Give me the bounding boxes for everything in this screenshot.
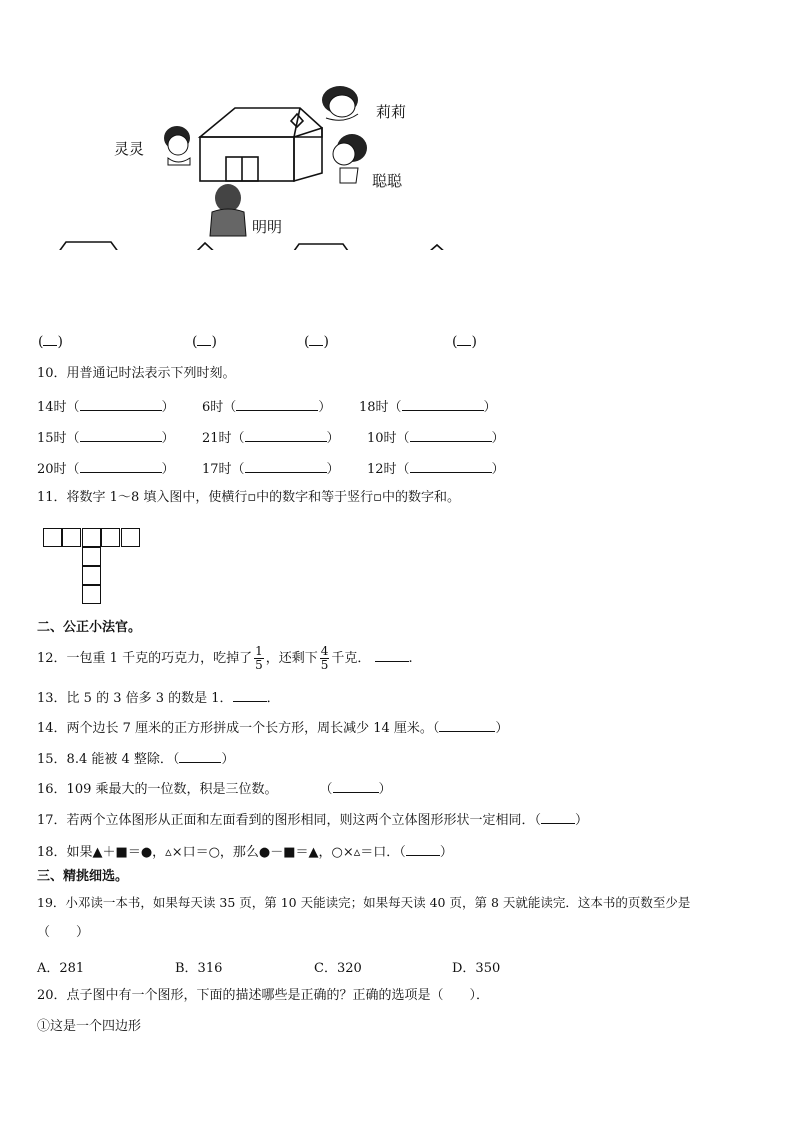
fraction-four-fifths: $\frac{4}{5}$: [320, 644, 329, 672]
answer-blank[interactable]: [179, 749, 221, 763]
grid-cell[interactable]: [121, 528, 140, 547]
answer-blank[interactable]: [80, 428, 162, 442]
house-scene-figure: [0, 0, 794, 250]
grid-cell[interactable]: [101, 528, 120, 547]
view-a-drawing: [47, 242, 130, 250]
q20-prompt: 20．点子图中有一个图形，下面的描述哪些是正确的？正确的选项是（ ）．: [37, 988, 490, 1003]
q10-item: 10时（ ）: [367, 427, 505, 446]
label-lingling: 灵灵: [114, 140, 145, 158]
answer-blank[interactable]: [80, 459, 162, 473]
view-c-drawing: [279, 244, 363, 250]
view-d-drawing: [407, 245, 466, 250]
q11-prompt: 11．将数字 1～8 填入图中，使横行▫中的数字和等于竖行▫中的数字和。: [37, 490, 460, 505]
section-two-title: 二、公正小法官。: [37, 620, 142, 635]
q14: 14．两个边长 7 厘米的正方形拼成一个长方形，周长减少 14 厘米。（ ）: [37, 718, 508, 738]
q19-line2: （ ）: [37, 925, 90, 940]
answer-blank[interactable]: [410, 428, 492, 442]
answer-blank-c[interactable]: ( ): [304, 334, 329, 350]
q20-item-1: ①这是一个四边形: [37, 1019, 142, 1034]
q15: 15．8.4 能被 4 整除．（ ）: [37, 749, 234, 769]
section-three-title: 三、精挑细选。: [37, 869, 129, 884]
grid-cell[interactable]: [82, 585, 101, 604]
grid-cell[interactable]: [82, 547, 101, 566]
answer-blank[interactable]: [245, 459, 327, 473]
answer-blank[interactable]: [80, 397, 162, 411]
q18: 18．如果▲＋■＝●，▵×口＝○，那么●－■＝▲，○×▵＝口．（ ）: [37, 842, 453, 862]
q10-item: 18时（ ）: [359, 396, 497, 415]
main-house-drawing: [200, 108, 322, 181]
grid-cell[interactable]: [62, 528, 81, 547]
answer-blank-b[interactable]: ( ): [192, 334, 217, 350]
answer-blank[interactable]: [406, 842, 440, 856]
q16: 16．109 乘最大的一位数，积是三位数。 （ ）: [37, 779, 392, 799]
q10-item: 6时（ ）: [202, 396, 331, 415]
q19-line1: 19．小邓读一本书，如果每天读 35 页，第 10 天能读完；如果每天读 40 页，第 8 天就能读完．这本书的页数至少是: [37, 895, 691, 910]
grid-cell[interactable]: [43, 528, 62, 547]
lili-figure: [322, 86, 358, 120]
answer-blank[interactable]: [233, 688, 267, 702]
q10-item: 14时（ ）: [37, 396, 175, 415]
q19-option-c[interactable]: C．320: [314, 961, 362, 976]
q10-item: 17时（ ）: [202, 458, 340, 477]
q13: 13．比 5 的 3 倍多 3 的数是 1． ．: [37, 688, 280, 708]
q10-item: 15时（ ）: [37, 427, 175, 446]
answer-blank-d[interactable]: ( ): [452, 334, 477, 350]
answer-blank[interactable]: [245, 428, 327, 442]
answer-blank[interactable]: [439, 718, 495, 732]
answer-blank[interactable]: [375, 648, 409, 662]
answer-blank[interactable]: [236, 397, 318, 411]
q10-item: 21时（ ）: [202, 427, 340, 446]
q10-prompt: 10．用普通记时法表示下列时刻。: [37, 366, 236, 381]
answer-blank-a[interactable]: ( ): [38, 334, 63, 350]
lingling-figure: [164, 126, 190, 165]
answer-blank[interactable]: [402, 397, 484, 411]
q17: 17．若两个立体图形从正面和左面看到的图形相同，则这两个立体图形形状一定相同．（ ）: [37, 810, 588, 830]
fraction-one-fifth: $\frac{1}{5}$: [255, 644, 263, 672]
answer-blank[interactable]: [410, 459, 492, 473]
q12: 12．一包重 1 千克的巧克力，吃掉了 $\frac{1}{5}$ ，还剩下 $\frac{4}{5}$ 千克． .: [37, 644, 413, 672]
q19-option-a[interactable]: A．281: [37, 961, 85, 976]
answer-blank[interactable]: [541, 810, 575, 824]
q10-item: 12时（ ）: [367, 458, 505, 477]
view-b-drawing: [176, 243, 236, 250]
grid-cell[interactable]: [82, 566, 101, 585]
congcong-figure: [333, 134, 367, 183]
q19-option-d[interactable]: D．350: [452, 961, 501, 976]
q19-option-b[interactable]: B．316: [175, 961, 223, 976]
label-lili: 莉莉: [376, 103, 407, 121]
q10-item: 20时（ ）: [37, 458, 175, 477]
answer-blank[interactable]: [333, 779, 379, 793]
label-congcong: 聪聪: [372, 172, 403, 190]
label-mingming: 明明: [252, 218, 283, 236]
grid-cell[interactable]: [82, 528, 101, 547]
mingming-figure: [210, 184, 246, 236]
